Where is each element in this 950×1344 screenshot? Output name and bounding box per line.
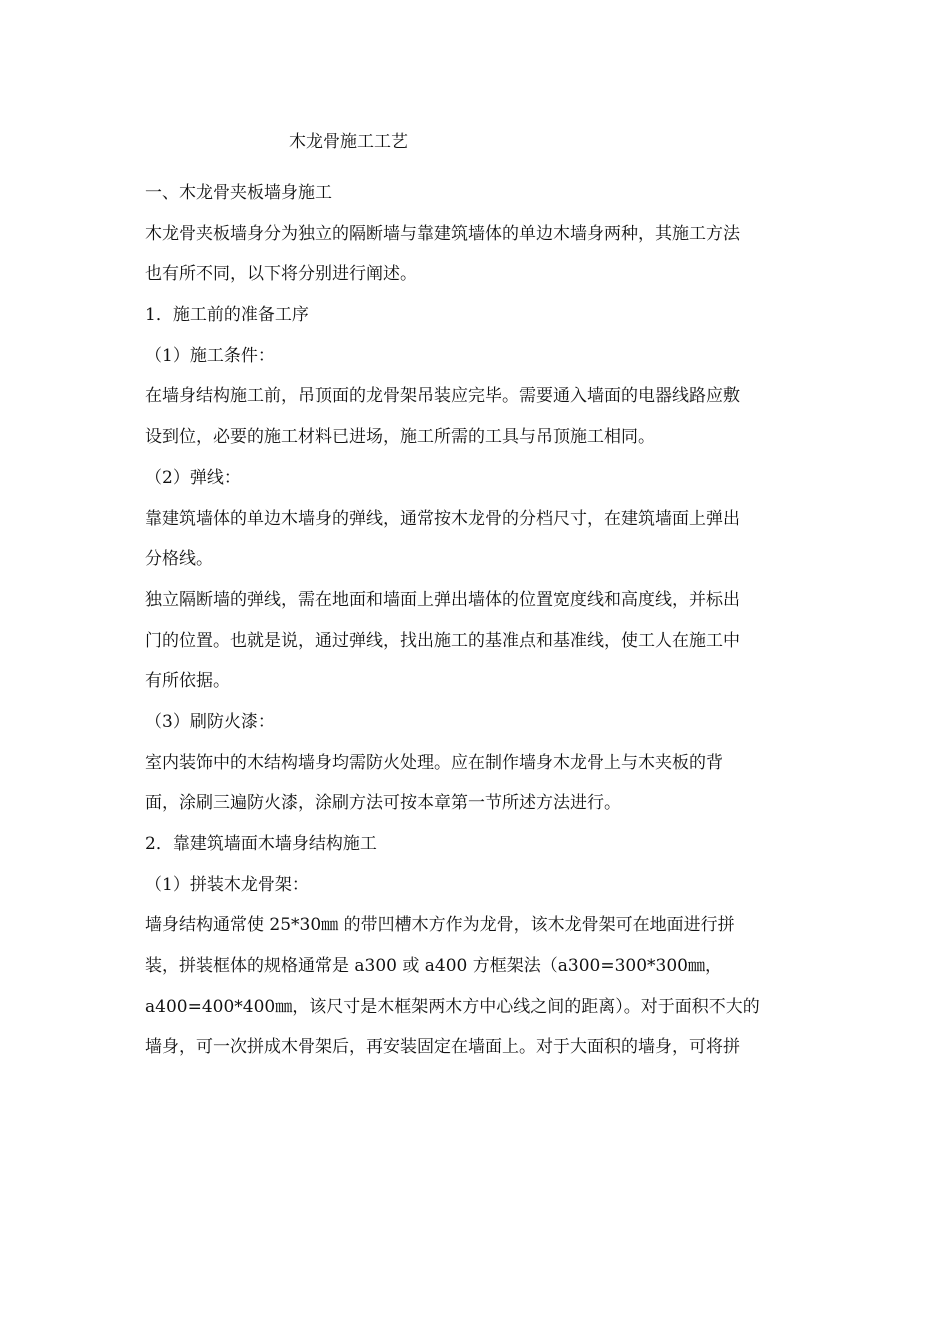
item-heading: （2）弹线： (145, 467, 241, 488)
subsection-heading: 2．靠建筑墙面木墙身结构施工 (145, 834, 377, 854)
paragraph-line: 分格线。 (145, 549, 213, 570)
paragraph-line: 装，拼装框体的规格通常是 a300 或 a400 方框架法（a300=300*300㎜， (145, 956, 723, 977)
paragraph-line: 设到位，必要的施工材料已进场，施工所需的工具与吊顶施工相同。 (145, 427, 655, 448)
document-body (145, 173, 815, 1068)
section-heading: 一、木龙骨夹板墙身施工 (145, 183, 332, 203)
paragraph-line: 靠建筑墙体的单边木墙身的弹线，通常按木龙骨的分档尺寸，在建筑墙面上弹出 (145, 508, 740, 529)
paragraph-line: 面，涂刷三遍防火漆，涂刷方法可按本章第一节所述方法进行。 (145, 793, 621, 814)
paragraph-line: 独立隔断墙的弹线，需在地面和墙面上弹出墙体的位置宽度线和高度线，并标出 (145, 589, 740, 610)
paragraph-line: 木龙骨夹板墙身分为独立的隔断墙与靠建筑墙体的单边木墙身两种，其施工方法 (145, 223, 740, 244)
item-heading: （3）刷防火漆： (145, 711, 275, 732)
paragraph-line: 也有所不同，以下将分别进行阐述。 (145, 264, 417, 285)
paragraph-line: 在墙身结构施工前，吊顶面的龙骨架吊装应完毕。需要通入墙面的电器线路应敷 (145, 386, 740, 407)
paragraph-line: 门的位置。也就是说，通过弹线，找出施工的基准点和基准线，使工人在施工中 (145, 630, 740, 651)
paragraph-line: a400=400*400㎜，该尺寸是木框架两木方中心线之间的距离）。对于面积不大的 (145, 996, 760, 1017)
item-heading: （1）施工条件： (145, 345, 275, 366)
document-title: 木龙骨施工工艺 (289, 132, 408, 152)
paragraph-line: 墙身，可一次拼成木骨架后，再安装固定在墙面上。对于大面积的墙身，可将拼 (145, 1037, 740, 1058)
paragraph-line: 墙身结构通常使 25*30㎜ 的带凹槽木方作为龙骨，该木龙骨架可在地面进行拼 (145, 915, 735, 936)
subsection-heading: 1．施工前的准备工序 (145, 305, 309, 326)
paragraph-line: 室内装饰中的木结构墙身均需防火处理。应在制作墙身木龙骨上与木夹板的背 (145, 752, 723, 773)
item-heading: （1）拼装木龙骨架： (145, 874, 309, 895)
paragraph-line: 有所依据。 (145, 671, 230, 692)
